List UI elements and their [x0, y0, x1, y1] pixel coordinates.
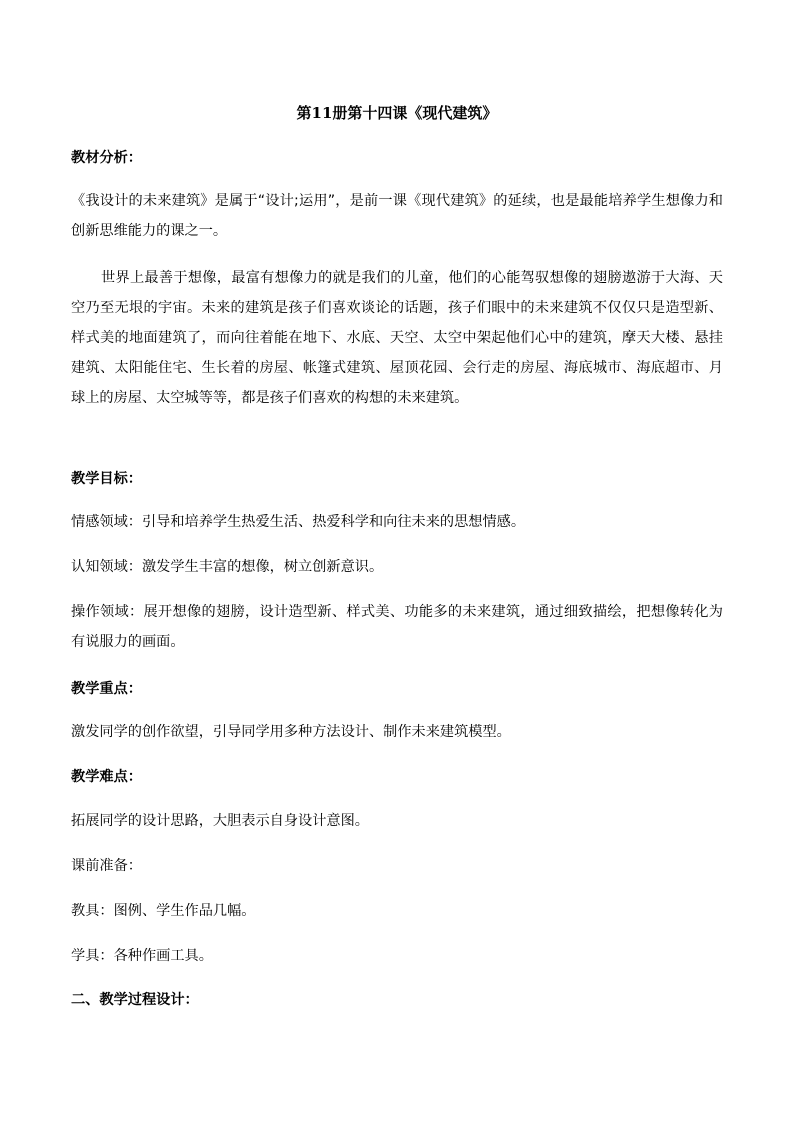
- paragraph-key-points: 激发同学的创作欲望，引导同学用多种方法设计、制作未来建筑模型。: [71, 724, 511, 740]
- heading-goals: 教学目标：: [71, 471, 142, 487]
- paragraph-difficulty: 拓展同学的设计思路，大胆表示自身设计意图。: [71, 813, 369, 829]
- paragraph-goal-cognition: 认知领域：激发学生丰富的想像，树立创新意识。: [71, 559, 384, 575]
- heading-difficulty: 教学难点：: [71, 769, 142, 785]
- paragraph-student-tools: 学具：各种作画工具。: [71, 948, 213, 964]
- paragraph-teacher-tools: 教具：图例、学生作品几幅。: [71, 903, 256, 919]
- paragraph-analysis-2: 世界上最善于想像，最富有想像力的就是我们的儿童，他们的心能驾驭想像的翅膀遨游于大海、天空乃至无垠的宇宙。未来的建筑是孩子们喜欢谈论的话题，孩子们眼中的未来建筑不仅仅只是造型新、样式美的地面建筑了，而向往着能在地下、水底、天空、太空中架起他们心中的建筑，摩天大楼、悬挂建筑、太阳能住宅、生长着的房屋、帐篷式建筑、屋顶花园、会行走的房屋、海底城市、海底超市、月球上的房屋、太空城等等，都是孩子们喜欢的构想的未来建筑。: [71, 270, 723, 406]
- heading-key-points: 教学重点：: [71, 681, 142, 697]
- document-title: 第11册第十四课《现代建筑》: [296, 104, 498, 122]
- paragraph-goal-operation: 操作领域：展开想像的翅膀，设计造型新、样式美、功能多的未来建筑，通过细致描绘，把想像转化为有说服力的画面。: [71, 604, 723, 650]
- heading-process: 二、教学过程设计：: [71, 992, 199, 1008]
- paragraph-analysis-1: 《我设计的未来建筑》是属于“设计;运用”，是前一课《现代建筑》的延续，也是最能培养学生想像力和创新思维能力的课之一。: [71, 193, 723, 239]
- paragraph-preparation: 课前准备：: [71, 858, 142, 874]
- heading-analysis: 教材分析：: [71, 150, 142, 166]
- paragraph-goal-emotion: 情感领域：引导和培养学生热爱生活、热爱科学和向往未来的思想情感。: [71, 514, 526, 530]
